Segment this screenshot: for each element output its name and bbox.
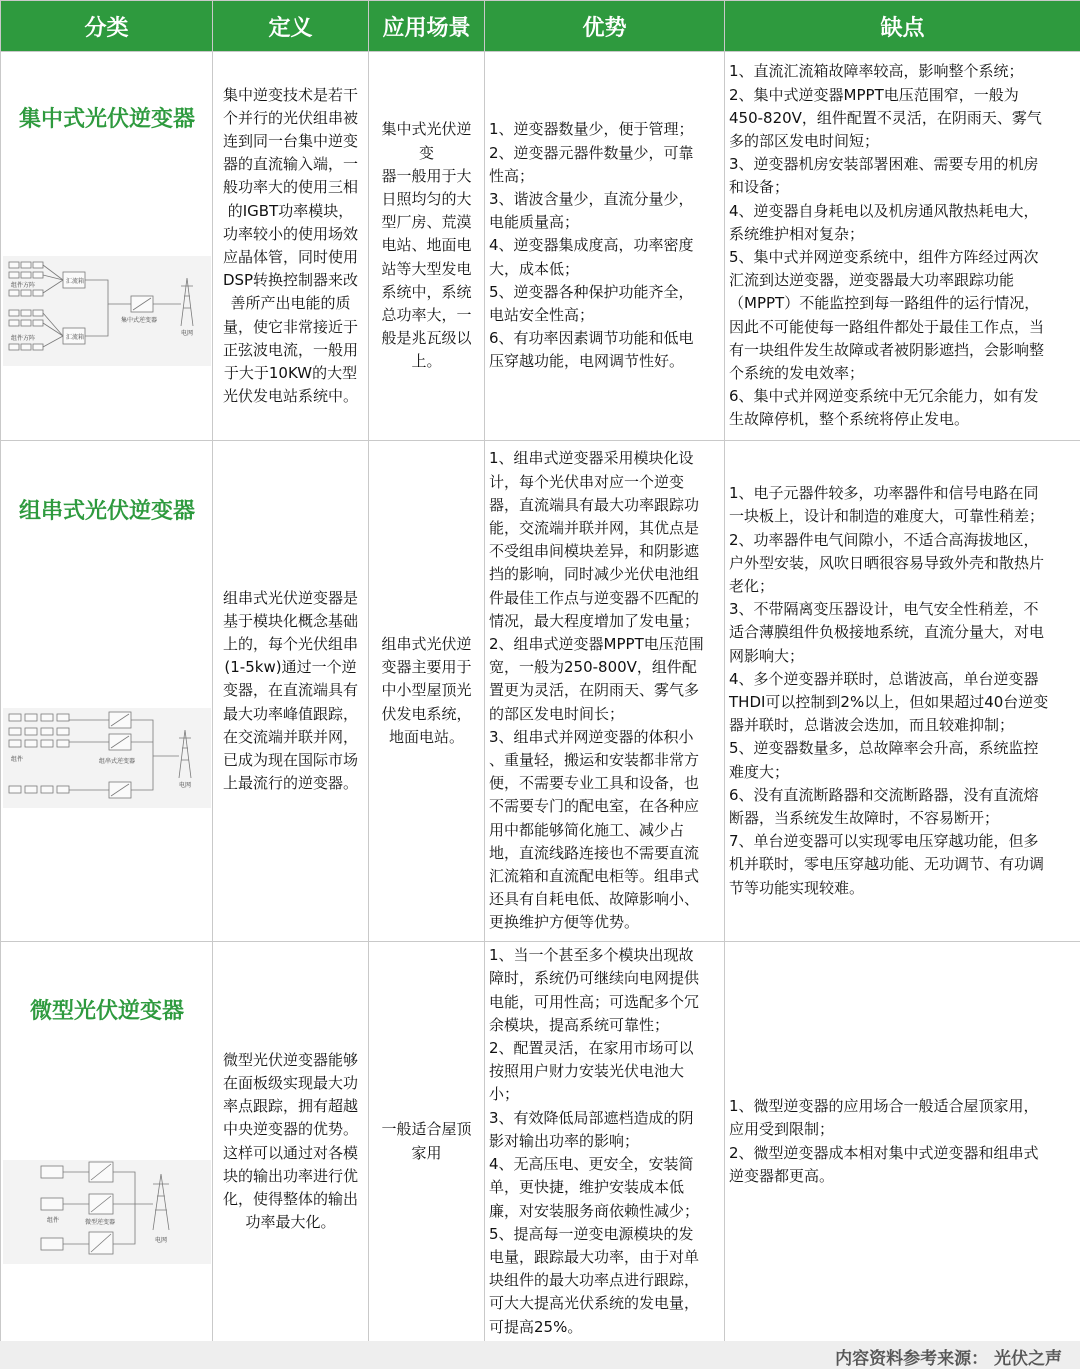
category-name: 微型光伏逆变器 bbox=[29, 999, 184, 1024]
diagram-label: 电网 bbox=[155, 1237, 168, 1244]
diagram-label: 汇流箱 bbox=[66, 334, 85, 341]
application-text: 一般适合屋顶 家用 bbox=[381, 1120, 472, 1162]
category-cell bbox=[1, 942, 213, 1342]
table-row bbox=[1, 441, 1080, 942]
advantages-cell bbox=[485, 441, 725, 942]
definition-cell bbox=[213, 52, 369, 441]
header-advantages: 优势 bbox=[485, 1, 725, 52]
diagram-label: 汇流箱 bbox=[66, 278, 85, 285]
source-text: 内容资料参考来源： 光伏之声 bbox=[835, 1349, 1062, 1369]
category-name: 集中式光伏逆变器 bbox=[18, 107, 195, 132]
advantages-text: 1、逆变器数量少，便于管理； 2、逆变器元器件数量少，可靠 性高； 3、谐波含量少，直流分量少， 电能质量高； 4、逆变器集成度高，功率密度 大，成本低； 5、逆变器各种保护功能齐全， 电站安全性高； 6、有功率因素调节功能和低电 压穿越功能，电网调节性好。 bbox=[489, 120, 694, 371]
definition-cell bbox=[213, 942, 369, 1342]
table-row bbox=[1, 942, 1080, 1342]
application-cell bbox=[369, 52, 485, 441]
diagram-label: 组件方阵 bbox=[11, 335, 36, 342]
definition-text: 集中逆变技术是若干 个并行的光伏组串被 连到同一台集中逆变 器的直流输入端，一 般功率大的使用三相 的IGBT功率模块， 功率较小的使用场效 应晶体管，同时使用 DSP转换控制器来改 善所产出电能的质 量，使它非常接近于 正弦波电流，一般用 于大于10KW的大型 光伏发电站系统中。 bbox=[222, 85, 359, 406]
string-inverter-diagram bbox=[3, 708, 211, 808]
central-inverter-diagram bbox=[3, 256, 211, 366]
diagram-label: 电网 bbox=[181, 330, 194, 337]
table-row bbox=[1, 52, 1080, 441]
diagram-label: 组件 bbox=[11, 756, 24, 763]
disadvantages-cell bbox=[725, 942, 1080, 1342]
advantages-text: 1、当一个甚至多个模块出现故 障时，系统仍可继续向电网提供 电能，可用性高；可选配多个冗 余模块，提高系统可靠性； 2、配置灵活，在家用市场可以 按照用户财力安装光伏电池大 小； 3、有效降低局部遮档造成的阴 影对输出功率的影响； 4、无高压电、更安全，安装简 单，更快捷，维护安装成本低 廉，对安装服务商依赖性减少； 5、提高每一逆变电源模块的发 电量，跟踪最大功率，由于对单 块组件的最大功率点进行跟踪， 可大大提高光伏系统的发电量， 可提高25%。 bbox=[489, 946, 700, 1336]
definition-text: 组串式光伏逆变器是 基于模块化概念基础 上的，每个光伏组串 (1-5kw)通过一个逆 变器，在直流端具有 最大功率峰值跟踪， 在交流端并联并网， 已成为现在国际市场 上最流行的逆变器。 bbox=[222, 588, 358, 793]
source-bar bbox=[0, 1341, 1080, 1369]
application-text: 组串式光伏逆 变器主要用于 中小型屋顶光 伏发电系统， 地面电站。 bbox=[381, 634, 472, 746]
application-cell bbox=[369, 441, 485, 942]
diagram-label: 组件方阵 bbox=[11, 282, 36, 289]
disadvantages-text: 1、微型逆变器的应用场合一般适合屋顶家用， 应用受到限制； 2、微型逆变器成本相对集中式逆变器和组串式 逆变器都更高。 bbox=[729, 1097, 1039, 1185]
disadvantages-cell bbox=[725, 441, 1080, 942]
definition-cell bbox=[213, 441, 369, 942]
application-text: 集中式光伏逆变 器一般用于大 日照均匀的大 型厂房、荒漠 电站、地面电 站等大型发电 系统中，系统 总功率大，一 般是兆瓦级以 上。 bbox=[381, 120, 472, 371]
diagram-label: 组串式逆变器 bbox=[99, 758, 136, 765]
application-cell bbox=[369, 942, 485, 1342]
header-row bbox=[1, 1, 1080, 52]
disadvantages-text: 1、直流汇流箱故障率较高，影响整个系统； 2、集中式逆变器MPPT电压范围窄，一般为 450-820V，组件配置不灵活，在阴雨天、雾气 多的部区发电时间短； 3、逆变器机房安装部署困难、需要专用的机房 和设备； 4、逆变器自身耗电以及机房通风散热耗电大， 系统维护相对复杂； 5、集中式并网逆变系统中，组件方阵经过两次 汇流到达逆变器，逆变器最大功率跟踪功能 （MPPT）不能监控到每一路组件的运行情况， 因此不可能使每一路组件都处于最佳工作点，当 有一块组件发生故障或者被阴影遮挡，会影响整 个系统的发电效率； 6、集中式并网逆变系统中无冗余能力，如有发 生故障停机，整个系统将停止发电。 bbox=[729, 62, 1045, 429]
diagram-label: 集中式逆变器 bbox=[121, 317, 158, 324]
header-disadvantages: 缺点 bbox=[725, 1, 1080, 52]
disadvantages-text: 1、电子元器件较多，功率器件和信号电路在同 一块板上，设计和制造的难度大，可靠性稍差； 2、功率器件电气间隙小，不适合高海拔地区， 户外型安装，风吹日晒很容易导致外壳和散热片 老化； 3、不带隔离变压器设计，电气安全性稍差，不 适合薄膜组件负极接地系统，直流分量大，对电 网影响大； 4、多个逆变器并联时，总谐波高，单台逆变器 THDI可以控制到2%以上，但如果超过40台逆变 器并联时，总谐波会迭加，而且较难抑制； 5、逆变器数量多，总故障率会升高，系统监控 难度大； 6、没有直流断路器和交流断路器，没有直流熔 断器，当系统发生故障时，不容易断开； 7、单台逆变器可以实现零电压穿越功能，但多 机并联时，零电压穿越功能、无功调节、有功调 节等功能实现较难。 bbox=[729, 484, 1049, 897]
advantages-cell bbox=[485, 52, 725, 441]
disadvantages-cell bbox=[725, 52, 1080, 441]
micro-inverter-diagram bbox=[3, 1160, 211, 1264]
advantages-cell bbox=[485, 942, 725, 1342]
diagram-label: 微型逆变器 bbox=[85, 1219, 116, 1226]
header-category: 分类 bbox=[1, 1, 213, 52]
advantages-text: 1、组串式逆变器采用模块化设 计，每个光伏串对应一个逆变 器，直流端具有最大功率跟踪功 能，交流端并联并网，其优点是 不受组串间模块差异，和阴影遮 挡的影响，同时减少光伏电池组 件最佳工作点与逆变器不匹配的 情况，最大程度增加了发电量； 2、组串式逆变器MPPT电压范围 宽，一般为250-800V，组件配 置更为灵活，在阴雨天、雾气多 的部区发电时间长； 3、组串式并网逆变器的体积小 、重量轻，搬运和安装都非常方 便，不需要专业工具和设备，也 不需要专门的配电室，在各种应 用中都能够简化施工、减少占 地，直流线路连接也不需要直流 汇流箱和直流配电柜等。组串式 还具有自耗电低、故障影响小、 更换维护方便等优势。 bbox=[489, 449, 704, 932]
category-cell bbox=[1, 52, 213, 441]
header-definition: 定义 bbox=[213, 1, 369, 52]
diagram-label: 电网 bbox=[179, 782, 192, 789]
category-cell bbox=[1, 441, 213, 942]
diagram-label: 组件 bbox=[47, 1217, 60, 1224]
category-name: 组串式光伏逆变器 bbox=[18, 499, 195, 524]
definition-text: 微型光伏逆变器能够 在面板级实现最大功 率点跟踪，拥有超越 中央逆变器的优势。 这样可以通过对各模 块的输出功率进行优 化，使得整体的输出 功率最大化。 bbox=[222, 1050, 358, 1232]
header-application: 应用场景 bbox=[369, 1, 485, 52]
